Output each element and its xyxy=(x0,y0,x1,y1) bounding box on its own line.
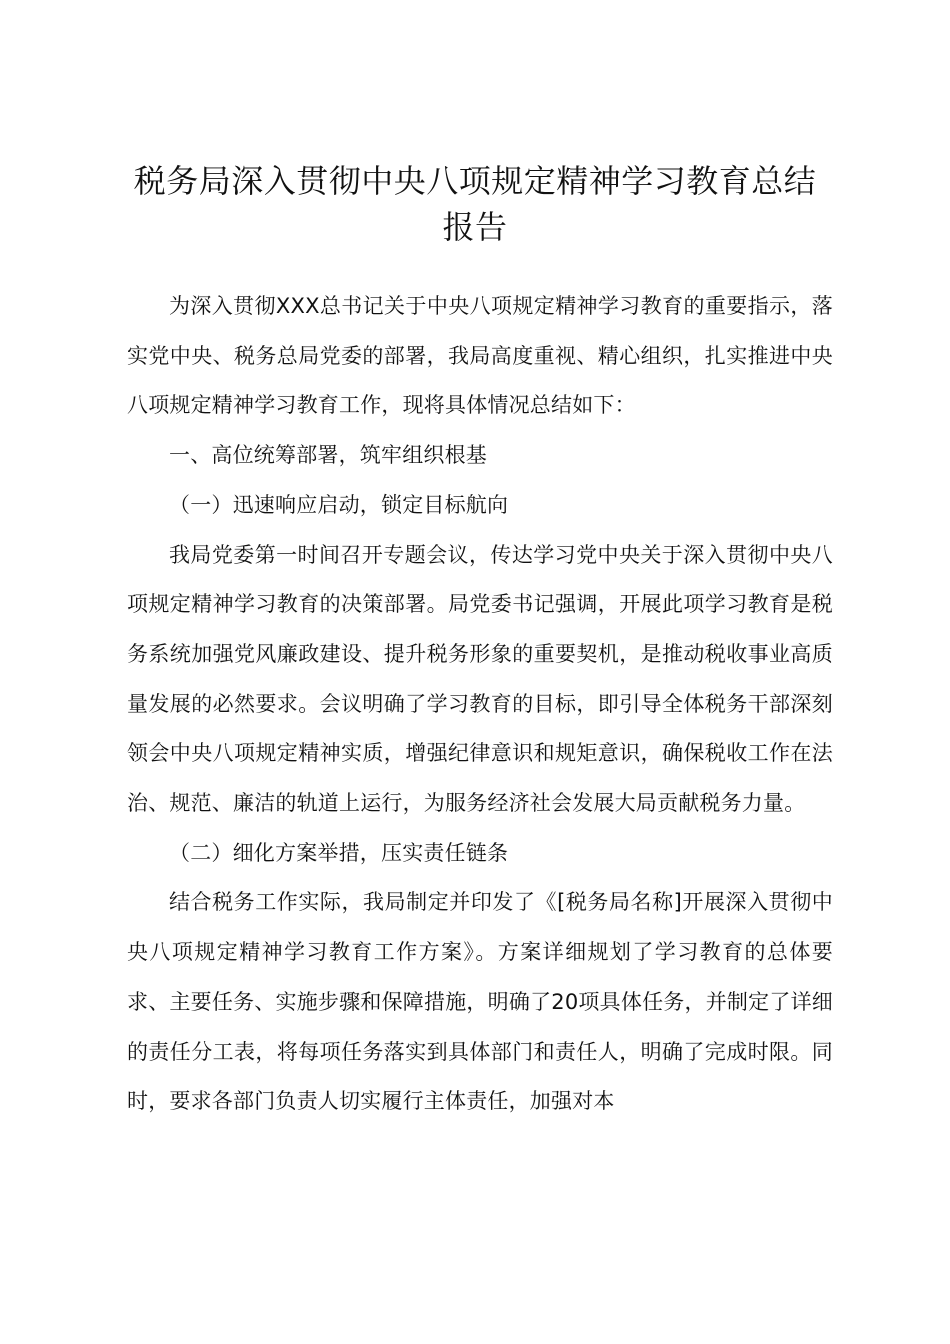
section-heading-1: 一、高位统筹部署，筑牢组织根基 xyxy=(169,443,487,468)
subsection-2-paragraph: 结合税务工作实际，我局制定并印发了《[税务局名称]开展深入贯彻中央八项规定精神学习教育工作方案》。方案详细规划了学习教育的总体要求、主要任务、实施步骤和保障措施，明确了20项具体任务，并制定了详细的责任分工表，将每项任务落实到具体部门和责任人，明确了完成时限。同时，要求各部门负责人切实履行主体责任，加强对本 xyxy=(127,890,833,1114)
subsection-1-paragraph: 我局党委第一时间召开专题会议，传达学习党中央关于深入贯彻中央八项规定精神学习教育的决策部署。局党委书记强调，开展此项学习教育是税务系统加强党风廉政建设、提升税务形象的重要契机，是推动税收事业高质量发展的必然要求。会议明确了学习教育的目标，即引导全体税务干部深刻领会中央八项规定精神实质，增强纪律意识和规矩意识，确保税收工作在法治、规范、廉洁的轨道上运行，为服务经济社会发展大局贡献税务力量。 xyxy=(127,542,833,816)
subsection-heading-1: （一）迅速响应启动，锁定目标航向 xyxy=(169,492,509,517)
intro-paragraph: 为深入贯彻XXX总书记关于中央八项规定精神学习教育的重要指示，落实党中央、税务总局党委的部署，我局高度重视、精心组织，扎实推进中央八项规定精神学习教育工作，现将具体情况总结如下： xyxy=(127,294,833,418)
subsection-heading-2: （二）细化方案举措，压实责任链条 xyxy=(169,840,509,865)
document-title: 税务局深入贯彻中央八项规定精神学习教育总结报告 xyxy=(133,162,817,246)
document-body xyxy=(127,282,833,1127)
